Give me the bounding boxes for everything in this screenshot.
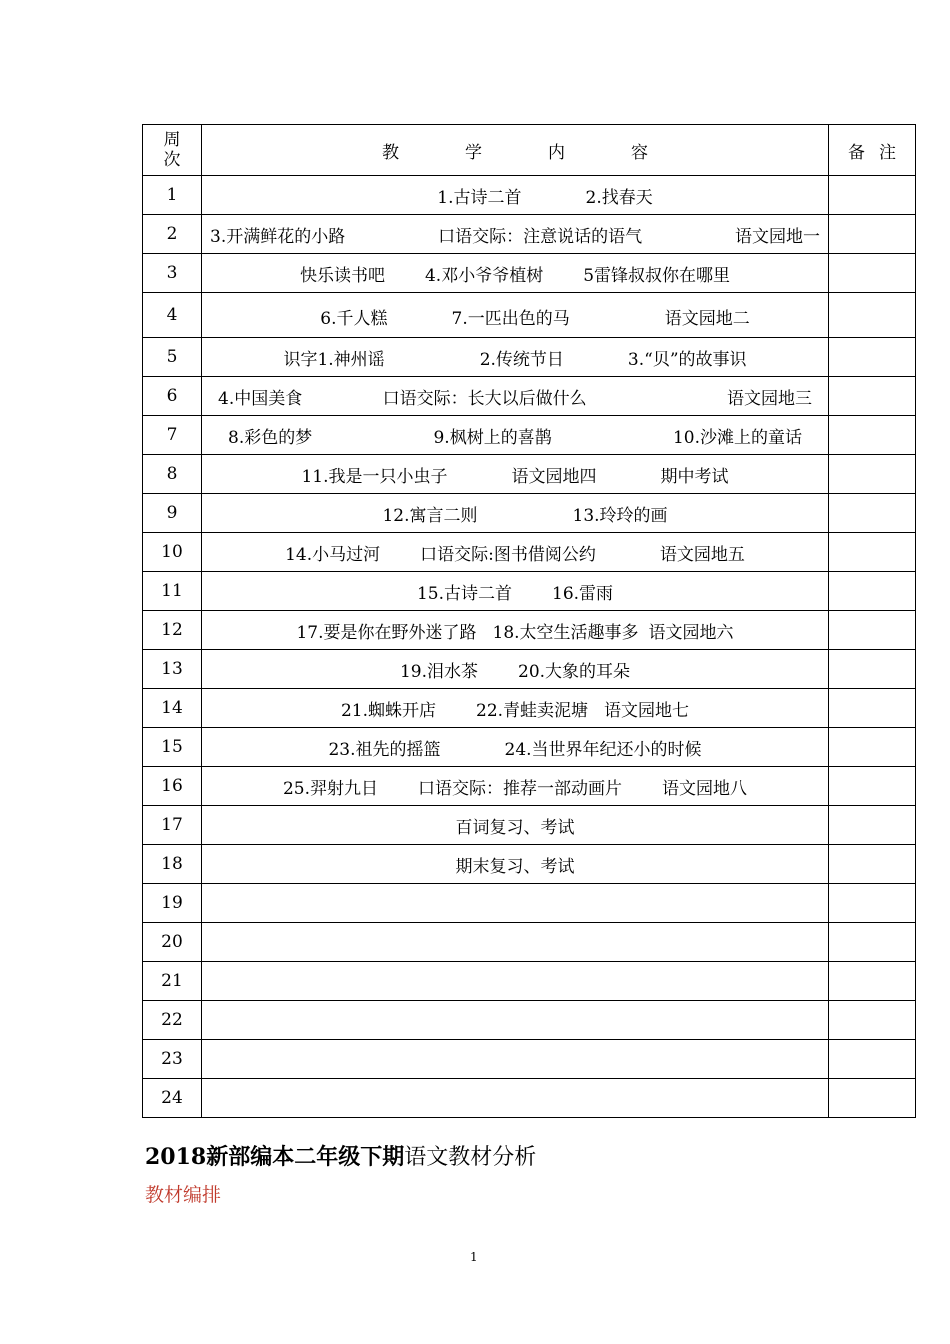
lesson-item: 25.羿射九日	[282, 778, 379, 799]
lesson-item: 16.雷雨	[552, 583, 614, 604]
week-cell: 5	[143, 338, 202, 377]
table-row	[143, 1079, 916, 1118]
lesson-item: 口语交际：推荐一部动画片	[418, 778, 623, 799]
lesson-item: 15.古诗二首	[416, 583, 512, 604]
teaching-schedule-table	[142, 124, 916, 1118]
lesson-item: 18.太空生活趣事多	[492, 622, 639, 643]
week-header-line1: 周	[163, 130, 181, 150]
week-cell: 3	[143, 254, 202, 293]
note-cell	[829, 572, 916, 611]
lesson-item: 口语交际：长大以后做什么	[382, 388, 587, 409]
week-cell: 12	[143, 611, 202, 650]
table-row	[143, 377, 916, 416]
document-heading	[145, 1140, 536, 1171]
note-cell	[829, 338, 916, 377]
table-row	[143, 338, 916, 377]
note-cell	[829, 455, 916, 494]
week-cell: 17	[143, 806, 202, 845]
table-row	[143, 254, 916, 293]
lesson-item: 3.开满鲜花的小路	[210, 226, 346, 247]
table-row	[143, 806, 916, 845]
lesson-item: 21.蜘蛛开店	[340, 700, 436, 721]
table-row	[143, 1040, 916, 1079]
page-number: 1	[470, 1250, 478, 1264]
note-cell	[829, 962, 916, 1001]
note-cell	[829, 806, 916, 845]
table-row	[143, 767, 916, 806]
week-cell: 8	[143, 455, 202, 494]
content-cell	[202, 1040, 829, 1079]
table-row	[143, 494, 916, 533]
lesson-item: 期中考试	[660, 466, 729, 487]
lesson-item: 语文园地三	[726, 388, 812, 409]
content-cell	[202, 572, 829, 611]
content-cell	[202, 494, 829, 533]
note-header-char: 备	[848, 142, 865, 163]
week-cell: 10	[143, 533, 202, 572]
lesson-item: 12.寓言二则	[382, 505, 478, 526]
lesson-item: 24.当世界年纪还小的时候	[504, 739, 702, 760]
week-cell: 23	[143, 1040, 202, 1079]
week-cell: 6	[143, 377, 202, 416]
table-row	[143, 689, 916, 728]
week-cell: 9	[143, 494, 202, 533]
note-cell	[829, 884, 916, 923]
table-row	[143, 176, 916, 215]
week-cell: 24	[143, 1079, 202, 1118]
week-cell: 21	[143, 962, 202, 1001]
note-cell	[829, 728, 916, 767]
content-cell	[202, 806, 829, 845]
lesson-item: 语文园地一	[734, 226, 820, 247]
week-cell: 13	[143, 650, 202, 689]
content-cell	[202, 1079, 829, 1118]
table-row	[143, 728, 916, 767]
table-row	[143, 1001, 916, 1040]
table-row	[143, 923, 916, 962]
week-cell: 11	[143, 572, 202, 611]
content-cell	[202, 338, 829, 377]
week-cell: 2	[143, 215, 202, 254]
week-cell: 15	[143, 728, 202, 767]
content-cell	[202, 254, 829, 293]
lesson-item: 20.大象的耳朵	[518, 661, 631, 682]
lesson-item: 语文园地八	[662, 778, 748, 799]
note-cell	[829, 611, 916, 650]
heading-normal-part: 语文教材分析	[404, 1145, 537, 1170]
content-header-char: 学	[465, 142, 482, 163]
lesson-item: 口语交际:图书借阅公约	[420, 544, 596, 565]
lesson-item: 1.古诗二首	[437, 187, 522, 208]
note-cell	[829, 689, 916, 728]
note-cell	[829, 293, 916, 338]
content-header-char: 内	[548, 142, 565, 163]
note-cell	[829, 845, 916, 884]
note-cell	[829, 767, 916, 806]
note-cell	[829, 416, 916, 455]
table-row	[143, 611, 916, 650]
lesson-item: 7.一匹出色的马	[451, 308, 570, 329]
content-cell	[202, 650, 829, 689]
week-header	[143, 125, 202, 176]
content-cell	[202, 455, 829, 494]
table-row	[143, 533, 916, 572]
lesson-item: 语文园地七	[604, 700, 690, 721]
content-header-char: 容	[631, 142, 648, 163]
lesson-item: 14.小马过河	[285, 544, 381, 565]
table-row	[143, 416, 916, 455]
content-cell	[202, 416, 829, 455]
content-cell	[202, 767, 829, 806]
note-header	[829, 125, 916, 176]
lesson-item: 口语交际：注意说话的语气	[438, 226, 643, 247]
lesson-item: 23.祖先的摇篮	[328, 739, 441, 760]
note-cell	[829, 1040, 916, 1079]
note-cell	[829, 494, 916, 533]
lesson-item: 百词复习、考试	[455, 817, 575, 838]
week-cell: 7	[143, 416, 202, 455]
note-cell	[829, 377, 916, 416]
lesson-item: 语文园地二	[664, 308, 750, 329]
lesson-item: 2.找春天	[585, 187, 653, 208]
table-row	[143, 884, 916, 923]
table-row	[143, 455, 916, 494]
table-row	[143, 845, 916, 884]
table-row	[143, 293, 916, 338]
content-header-char: 教	[382, 142, 399, 163]
content-cell	[202, 962, 829, 1001]
lesson-item: 4.中国美食	[218, 388, 303, 409]
content-cell	[202, 611, 829, 650]
content-cell	[202, 923, 829, 962]
content-cell	[202, 845, 829, 884]
lesson-item: 语文园地六	[648, 622, 734, 643]
note-cell	[829, 1079, 916, 1118]
note-cell	[829, 1001, 916, 1040]
lesson-item: 11.我是一只小虫子	[301, 466, 448, 487]
note-cell	[829, 650, 916, 689]
table-row	[143, 572, 916, 611]
note-cell	[829, 215, 916, 254]
table-row	[143, 215, 916, 254]
section-subheading: 教材编排	[145, 1184, 222, 1206]
content-cell	[202, 215, 829, 254]
lesson-item: 2.传统节日	[479, 349, 564, 370]
note-cell	[829, 923, 916, 962]
table-row	[143, 962, 916, 1001]
note-cell	[829, 254, 916, 293]
lesson-item: 4.邓小爷爷植树	[424, 265, 544, 286]
lesson-item: 5雷锋叔叔你在哪里	[583, 265, 731, 286]
lesson-item: 识字1.神州谣	[283, 349, 385, 370]
lesson-item: 期末复习、考试	[455, 856, 575, 877]
table-header-row	[143, 125, 916, 176]
lesson-item: 17.要是你在野外迷了路	[296, 622, 477, 643]
lesson-item: 19.泪水茶	[399, 661, 478, 682]
content-cell	[202, 884, 829, 923]
content-cell	[202, 176, 829, 215]
week-header-line2: 次	[163, 150, 181, 170]
lesson-item: 9.枫树上的喜鹊	[433, 427, 552, 448]
week-cell: 14	[143, 689, 202, 728]
content-cell	[202, 1001, 829, 1040]
note-header-char: 注	[879, 142, 896, 163]
content-cell	[202, 689, 829, 728]
week-cell: 16	[143, 767, 202, 806]
lesson-item: 3.“贝”的故事识	[627, 349, 747, 370]
lesson-item: 10.沙滩上的童话	[672, 427, 802, 448]
lesson-item: 语文园地四	[511, 466, 597, 487]
note-cell	[829, 533, 916, 572]
lesson-item: 语文园地五	[659, 544, 745, 565]
table-row	[143, 650, 916, 689]
week-cell: 4	[143, 293, 202, 338]
lesson-item: 快乐读书吧	[299, 265, 385, 286]
week-cell: 22	[143, 1001, 202, 1040]
week-cell: 20	[143, 923, 202, 962]
lesson-item: 6.千人糕	[320, 308, 388, 329]
heading-bold-part: 2018新部编本二年级下期	[145, 1144, 405, 1170]
content-cell	[202, 377, 829, 416]
lesson-item: 22.青蛙卖泥塘	[476, 700, 589, 721]
content-cell	[202, 293, 829, 338]
week-cell: 1	[143, 176, 202, 215]
week-cell: 19	[143, 884, 202, 923]
note-cell	[829, 176, 916, 215]
lesson-item: 13.玲玲的画	[572, 505, 668, 526]
lesson-item: 8.彩色的梦	[228, 427, 313, 448]
week-cell: 18	[143, 845, 202, 884]
content-header	[202, 125, 829, 176]
content-cell	[202, 533, 829, 572]
content-cell	[202, 728, 829, 767]
